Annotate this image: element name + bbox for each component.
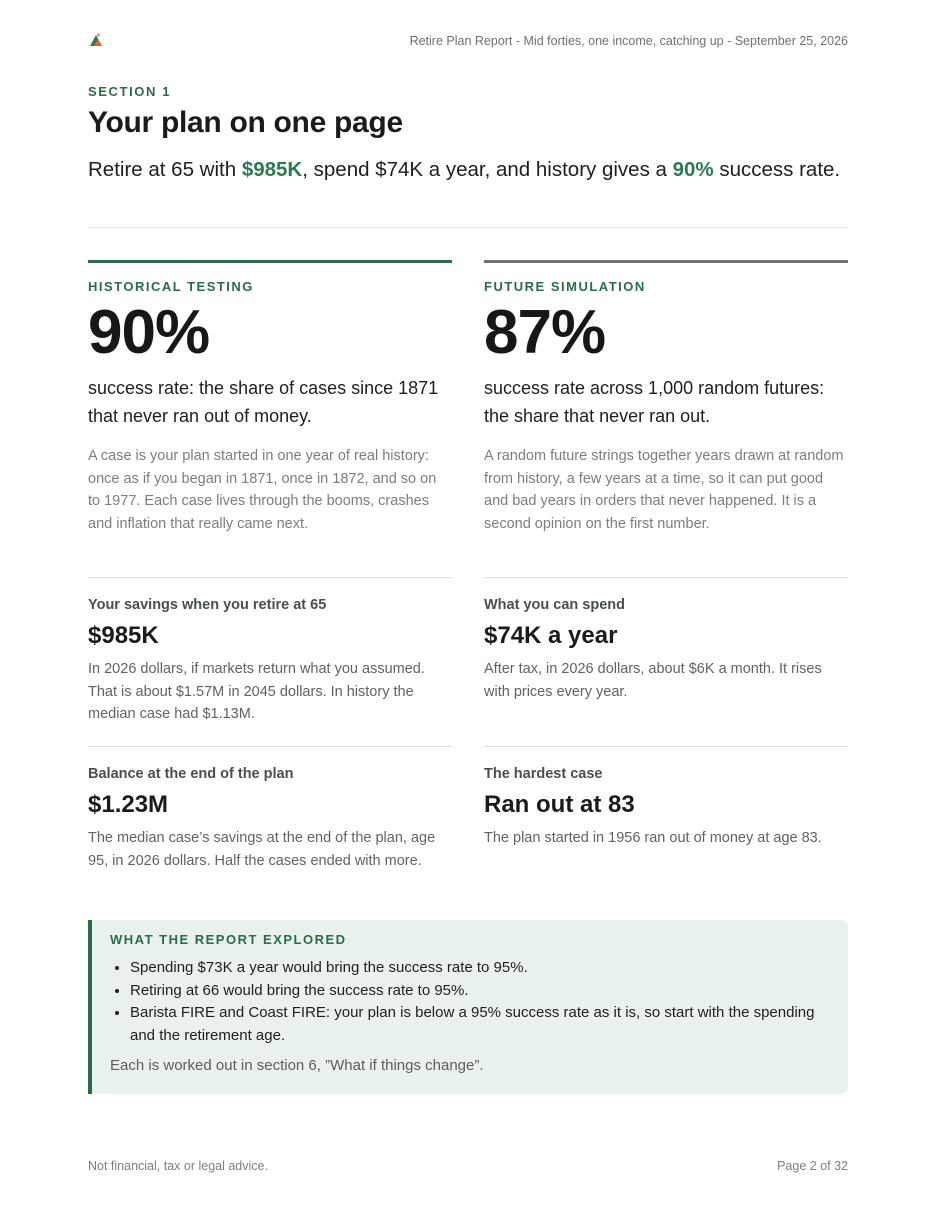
stat-divider [88,746,452,747]
stat-divider [88,577,452,578]
report-explored-callout [88,920,848,1094]
simulation-success-rate: 87% [484,298,606,367]
page-header [88,32,848,52]
simulation-kicker: FUTURE SIMULATION [484,279,646,294]
stat-divider [484,746,848,747]
explored-list [110,957,830,1047]
report-header-text: Retire Plan Report - Mid forties, one income, catching up - September 25, 2026 [409,34,848,48]
footer-disclaimer: Not financial, tax or legal advice. [88,1159,268,1173]
historical-kicker: HISTORICAL TESTING [88,279,254,294]
lead-text-1: Retire at 65 with [88,158,242,181]
stat-value: $985K [88,622,159,649]
section-divider [88,227,848,228]
historical-success-rate: 90% [88,298,210,367]
stat-savings-at-retirement [88,577,452,726]
list-item: • Barista FIRE and Coast FIRE: your plan is below a 95% success rate as it is, so start with the spending and the retirement age. [130,1002,830,1047]
lead-text-3: success rate. [713,158,841,181]
historical-description: A case is your plan started in one year of real history: once as if you began in 1871, once in 1872, and so on to 1977. Each case lives through the booms, crashes and inflation that really came next. [88,448,437,532]
stat-note: After tax, in 2026 dollars, about $6K a month. It rises with prices every year. [484,661,822,700]
historical-subtitle: success rate: the share of cases since 1871 that never ran out of money. [88,378,439,426]
stat-label: Balance at the end of the plan [88,766,294,782]
stat-label: Your savings when you retire at 65 [88,597,327,613]
page-number: Page 2 of 32 [777,1159,848,1173]
simulation-subtitle: success rate across 1,000 random futures: the share that never ran out. [484,378,825,426]
stat-label: What you can spend [484,597,625,613]
retire-plan-logo-icon [88,32,104,48]
stat-hardest-case [484,746,848,850]
simulation-description: A random future strings together years drawn at random from history, a few years at a time, so it can put good and bad years in orders that never happened. It is a second opinion on the first number. [484,448,844,532]
future-simulation-panel [484,260,848,535]
stat-label: The hardest case [484,766,603,782]
callout-note: Each is worked out in section 6, ”What if things change”. [110,1057,484,1074]
stat-end-balance [88,746,452,872]
stat-note: In 2026 dollars, if markets return what you assumed. That is about $1.57M in 2045 dollars. In history the median case had $1.13M. [88,661,425,722]
section-label: SECTION 1 [88,84,172,99]
callout-kicker: WHAT THE REPORT EXPLORED [110,932,347,947]
stat-annual-spending [484,577,848,703]
list-item: • Retiring at 66 would bring the success rate to 95%. [130,980,830,1003]
panel-accent-bar [484,260,848,263]
summary-lead [88,155,848,184]
panel-accent-bar [88,260,452,263]
page-title: Your plan on one page [88,106,403,139]
stat-value: Ran out at 83 [484,791,635,818]
list-item: • Spending $73K a year would bring the success rate to 95%. [130,957,830,980]
lead-rate-highlight: 90% [672,158,714,181]
historical-testing-panel [88,260,452,535]
stat-note: The median case’s savings at the end of the plan, age 95, in 2026 dollars. Half the cases ended with more. [88,830,436,869]
stat-value: $1.23M [88,791,169,818]
stat-divider [484,577,848,578]
lead-savings-highlight: $985K [241,158,303,181]
stat-note: The plan started in 1956 ran out of money at age 83. [484,830,822,846]
stat-value: $74K a year [484,622,618,649]
lead-text-2: , spend $74K a year, and history gives a [302,158,673,181]
